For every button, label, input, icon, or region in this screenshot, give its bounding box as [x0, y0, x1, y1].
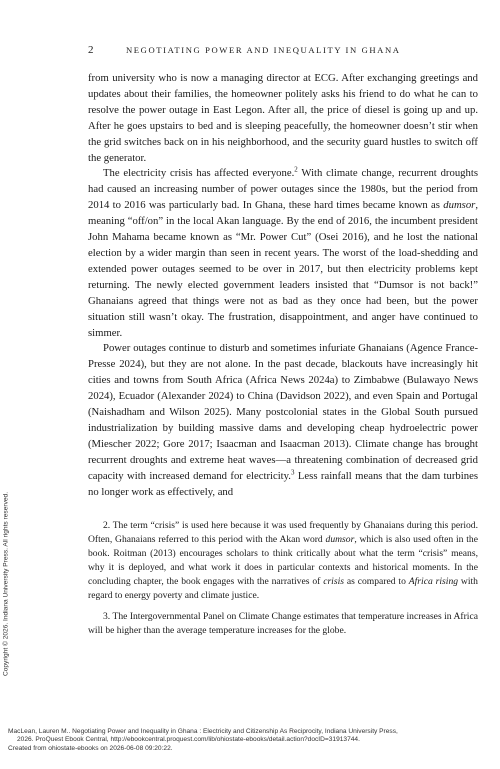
copyright-notice-text: Copyright © 2026. Indiana University Press. All rights reserved.: [2, 491, 10, 677]
paragraph-2-text-a: The electricity crisis has affected everyone.: [103, 167, 295, 180]
paragraph-3-text-b: Less rainfall means that the dam turbines no longer work as effectively, and: [88, 469, 478, 498]
citation-line-3: Created from ohiostate-ebooks on 2026-06-08 09:20:22.: [8, 744, 173, 752]
footnote-ref-3[interactable]: 3: [290, 468, 295, 477]
footnote-2-term-africa-rising: Africa rising: [408, 576, 459, 588]
footnote-2-text-a: 2. The term “crisis” is used here because it was used frequently by Ghanaians during this period. Often, Ghanaians referred to this period with the Akan word: [88, 520, 478, 546]
running-title: NEGOTIATING POWER AND INEQUALITY IN GHANA: [126, 45, 401, 55]
paragraph-2-text-b: With climate change, recurrent droughts had caused an increasing number of power outages since the 1980s, but the period from 2014 to 2016 was particularly bad. In Ghana, these hard times became known as: [88, 167, 478, 212]
footnotes: [88, 519, 478, 644]
footnote-2-text-b: , which is also used often in the book. Roitman (2013) encourages scholars to think critically about what the term “crisis” means, why it is deployed, and what work it does in particular contexts and historical moments. In the concluding chapter, the book engages with the narratives of: [88, 534, 478, 588]
paragraph-2: [88, 166, 478, 341]
footnote-2-text-c: as compared to: [343, 576, 409, 588]
citation-footer: [8, 728, 488, 753]
footnote-ref-2[interactable]: 2: [294, 165, 298, 174]
paragraph-3: [88, 341, 478, 500]
paragraph-2-text-c: , meaning “off/on” in the local Akan language. By the end of 2016, the incumbent president John Mahama became known as “Mr. Power Cut” (Osei 2016), and he lost the national election by a wider margin than seen in recent years. The worst of the load-shedding and extended power outages seemed to be over in 2017, but then electricity problems kept returning. The newly elected government leaders insisted that “Dumsor is not back!” Ghanaians agreed that things were not as bad as they once had been, but the power situation still wasn’t okay. The frustration, disappointment, and anger have continued to simmer.: [88, 199, 478, 339]
copyright-notice: [0, 487, 13, 682]
footnote-2-term-dumsor: dumsor: [325, 534, 355, 546]
page-number: 2: [88, 44, 94, 56]
footnote-2-text-d: with regard to energy poverty and climate justice.: [88, 576, 478, 602]
citation-line-2[interactable]: 2026. ProQuest Ebook Central, http://ebookcentral.proquest.com/lib/ohiostate-ebooks/detail.action?docID=31913744.: [17, 736, 360, 744]
citation-line-1: MacLean, Lauren M.. Negotiating Power and Inequality in Ghana : Electricity and Citizenship As Reciprocity, Indiana University Press,: [8, 728, 398, 735]
footnote-2: [88, 519, 478, 604]
body-text: [88, 71, 478, 500]
paragraph-3-text-a: Power outages continue to disturb and sometimes infuriate Ghanaians (Agence France-Presse 2024), but they are not alone. In the past decade, blackouts have increasingly hit cities and towns from South Africa (Africa News 2024a) to Zimbabwe (Bulawayo News 2024), Ecuador (Alexander 2024) to China (Davidson 2022), and even Spain and Portugal (Naishadham and Wilson 2025). Many postcolonial states in the Global South pursued industrialization by building massive dams and developing cheap hydroelectric power (Miescher 2022; Gore 2017; Isaacman and Isaacman 2013). Climate change has brought recurrent droughts and extreme heat waves—a threatening combination of decreased grid capacity with increased demand for electricity.: [88, 342, 478, 482]
paragraph-1: from university who is now a managing director at ECG. After exchanging greetings and updates about their families, the homeowner politely asks his friend to do what he can to resolve the power outage in East Legon. After all, the price of diesel is going up and up. After he goes upstairs to bed and is sleeping peacefully, the homeowner doesn’t stir when the grid switches back on in his neighborhood, and the security guard hustles to switch off the generator.: [88, 72, 478, 164]
footnote-3: 3. The Intergovernmental Panel on Climate Change estimates that temperature increases in Africa will be higher than the average temperature increases for the globe.: [88, 610, 478, 636]
footnote-2-term-crisis: crisis: [323, 576, 344, 588]
page-header: [88, 44, 478, 58]
term-dumsor: dumsor: [443, 199, 476, 212]
